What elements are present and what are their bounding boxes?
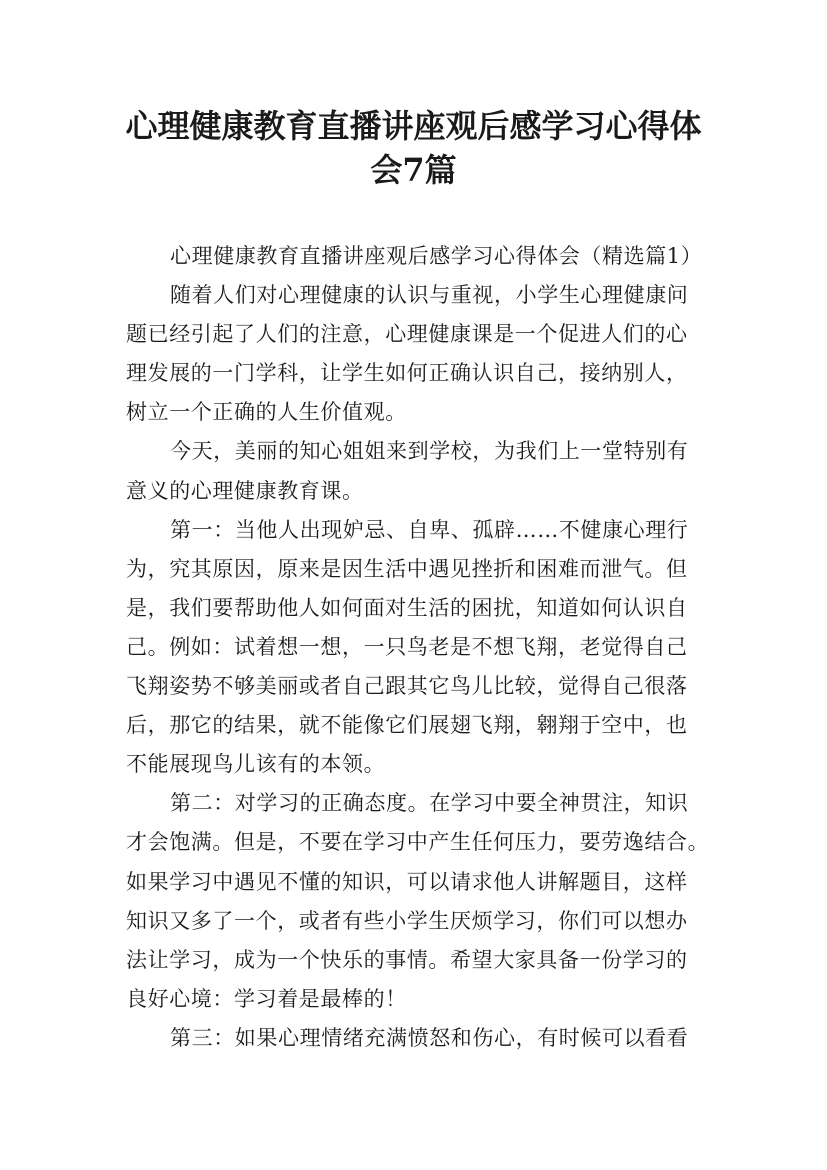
paragraph-line: 树立一个正确的人生价值观。: [126, 400, 407, 425]
paragraph-line: 今天，美丽的知心姐姐来到学校，为我们上一堂特别有: [170, 439, 689, 464]
paragraph-line: 随着人们对心理健康的认识与重视，小学生心理健康问: [170, 283, 689, 308]
document-title-line-2: 会7篇: [370, 151, 457, 189]
paragraph-line: 己。例如：试着想一想，一只鸟老是不想飞翔，老觉得自己: [126, 634, 688, 659]
paragraph-line: 知识又多了一个，或者有些小学生厌烦学习，你们可以想办: [126, 908, 688, 933]
document-title-line-1: 心理健康教育直播讲座观后感学习心得体: [125, 107, 702, 145]
paragraph-line: 后，那它的结果，就不能像它们展翅飞翔，翱翔于空中，也: [126, 713, 688, 738]
paragraph-line: 意义的心理健康教育课。: [126, 478, 364, 503]
paragraph-line: 法让学习，成为一个快乐的事情。希望大家具备一份学习的: [126, 947, 688, 972]
paragraph-line: 如果学习中遇见不懂的知识，可以请求他人讲解题目，这样: [126, 869, 688, 894]
paragraph-line: 第二：对学习的正确态度。在学习中要全神贯注，知识: [170, 791, 689, 816]
paragraph-line: 理发展的一门学科，让学生如何正确认识自己，接纳别人，: [126, 361, 688, 386]
paragraph-line: 不能展现鸟儿该有的本领。: [126, 752, 386, 777]
paragraph-line: 是，我们要帮助他人如何面对生活的困扰，知道如何认识自: [126, 595, 688, 620]
paragraph-line: 为，究其原因，原来是因生活中遇见挫折和困难而泄气。但: [126, 556, 688, 581]
paragraph-line: 第三：如果心理情绪充满愤怒和伤心，有时候可以看看: [170, 1025, 689, 1050]
paragraph-line: 飞翔姿势不够美丽或者自己跟其它鸟儿比较，觉得自己很落: [126, 674, 688, 699]
section-heading: 心理健康教育直播讲座观后感学习心得体会（精选篇1）: [170, 244, 703, 268]
paragraph-line: 题已经引起了人们的注意，心理健康课是一个促进人们的心: [126, 322, 688, 347]
paragraph-line: 才会饱满。但是，不要在学习中产生任何压力，要劳逸结合。: [126, 830, 710, 855]
paragraph-line: 良好心境：学习着是最棒的！: [126, 986, 407, 1011]
paragraph-line: 第一：当他人出现妒忌、自卑、孤辟……不健康心理行: [170, 517, 689, 542]
document-body: [126, 237, 726, 1058]
